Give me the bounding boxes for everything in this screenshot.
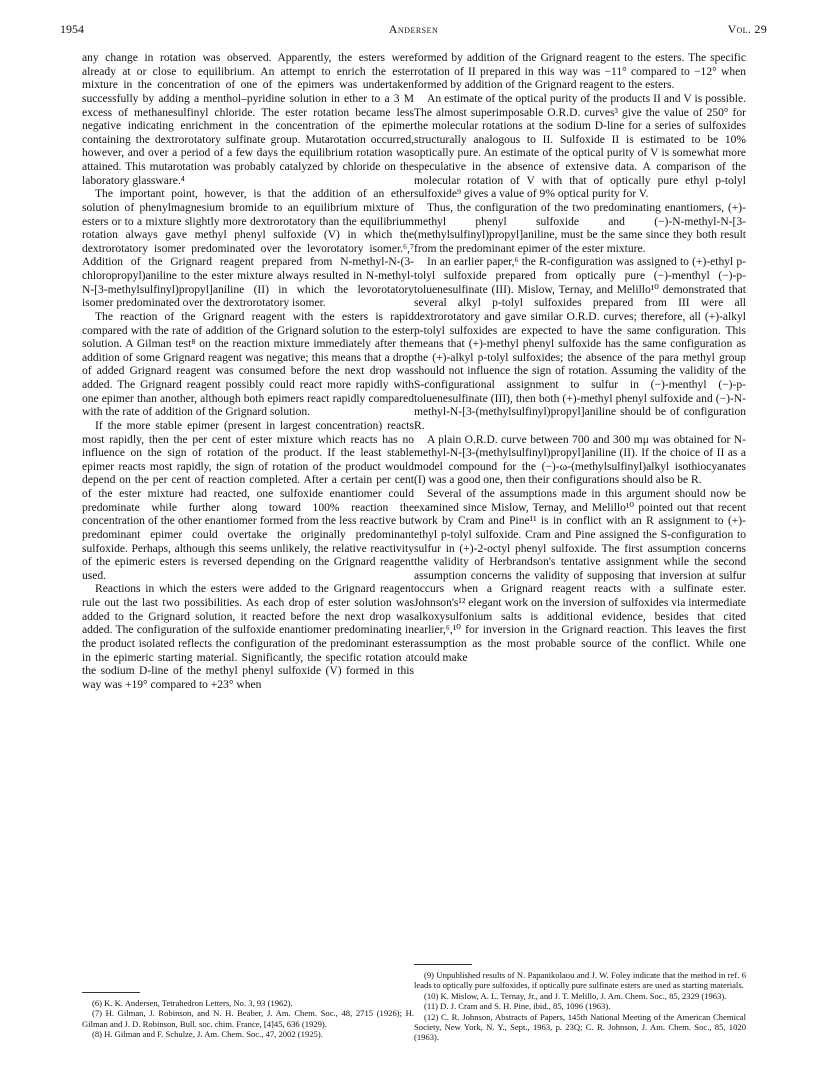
right-column bbox=[414, 52, 746, 665]
footnote: (8) H. Gilman and F. Schulze, J. Am. Chem. Soc., 47, 2002 (1925). bbox=[92, 1029, 323, 1040]
left-column bbox=[82, 52, 414, 692]
footnotes-left bbox=[82, 992, 414, 1040]
paragraph: Reactions in which the esters were added to the Grignard reagent rule out the last two possibilities. As each drop of ester solution was added to the Grignard solution, it reacted before the next drop was added. The configuration of the sulfoxide enantiomer predominating in the product isolated reflects the configuration of the predominant ester in the epimeric starting material. Significantly, the specific rotation at the sodium D-line of the methyl phenyl sulfoxide (V) formed in this way was +19° compared to +23° when bbox=[82, 583, 414, 691]
footnote: (6) K. K. Andersen, Tetrahedron Letters, No. 3, 93 (1962). bbox=[92, 998, 293, 1008]
volume-label: Vol. 29 bbox=[727, 22, 767, 36]
paragraph: The important point, however, is that the addition of an ether solution of phenylmagnesium bromide to an equilibrium mixture of esters or to a mixture slightly more dextrorotatory than the equilibrium rotation always gave methyl phenyl sulfoxide (V) in which the dextrorotatory isomer predominated over the levorotatory isomer.⁶,⁷ Addition of the Grignard reagent prepared from N-methyl-N-(3-chloropropyl)aniline to the ester mixture always resulted in N-methyl-N-[3-methylsulfinyl)propyl]aniline (II) in which the levorotatory isomer predominated over the dextrorotatory isomer. bbox=[82, 188, 414, 310]
paragraph: A plain O.R.D. curve between 700 and 300 mμ was obtained for N-methyl-N-[3-(methylsulfinyl)propyl]aniline (II). If the choice of II as a model compound for the (−)-ω-(methylsulfinyl)alkyl isothiocyanates (I) was a good one, then their configurations should also be R. bbox=[414, 433, 746, 487]
footnote: (9) Unpublished results of N. Papanikolaou and J. W. Foley indicate that the method in ref. 6 leads to optically pure sulfoxides, if optically pure sulfinate esters are used as starting materials. bbox=[414, 970, 746, 991]
paragraph: Thus, the configuration of the two predominating enantiomers, (+)-methyl phenyl sulfoxide and (−)-N-methyl-N-[3-(methylsulfinyl)propyl]aniline, must be the same since they both result from the predominant epimer of the ester mixture. bbox=[414, 201, 746, 255]
footnote-rule bbox=[414, 964, 472, 965]
paragraph: The reaction of the Grignard reagent with the esters is rapid compared with the rate of addition of the Grignard solution to the ester solution. A Gilman test⁸ on the reaction mixture immediately after the addition of some Grignard reagent was negative; this means that a drop of added Grignard reagent was consumed before the next drop was added. The Grignard reagent possibly could react more rapidly with one epimer than another, although both epimers react rapidly compared with the rate of addition of the Grignard solution. bbox=[82, 310, 414, 419]
paragraph: any change in rotation was observed. Apparently, the esters were already at or close to equilibrium. An attempt to enrich the ester mixture in the concentration of one of the epimers was undertaken successfully by adding a menthol–pyridine solution in ether to a 3 M excess of methanesulfinyl chloride. The ester rotation became less negative indicating enrichment in the concentration of the epimer containing the dextrorotatory sulfinate group. Mutarotation occurred, however, and over a period of a few days the equilibrium rotation was attained. This mutarotation was probably catalyzed by chloride on the laboratory glassware.⁴ bbox=[82, 52, 414, 187]
footnote: (7) H. Gilman, J. Robinson, and N. H. Beaber, J. Am. Chem. Soc., 48, 2715 (1926); H. Gilman and J. D. Robinson, Bull. soc. chim. France, [4]45, 636 (1929). bbox=[82, 1008, 414, 1029]
footnote: (10) K. Mislow, A. L. Ternay, Jr., and J. T. Melillo, J. Am. Chem. Soc., 85, 2329 (1963). bbox=[424, 990, 727, 1001]
paragraph: An estimate of the optical purity of the products II and V is possible. The almost superimposable O.R.D. curves³ give the value of 250° for the molecular rotations at the sodium D-line for a series of sulfoxides structurally analogous to II. Sulfoxide II is estimated to be 10% optically pure. An estimate of the optical purity of V is somewhat more speculative in the absence of extensive data. A comparison of the molecular rotation of V with that of optically pure ethyl p-tolyl sulfoxide⁹ gives a value of 9% optical purity for V. bbox=[414, 92, 746, 201]
paragraph: formed by addition of the Grignard reagent to the esters. The specific rotation of II prepared in this way was −11° compared to −12° when formed by addition of the Grignard reagent to the esters. bbox=[414, 52, 746, 92]
footnote: (11) D. J. Cram and S. H. Pine, ibid., 85, 1096 (1963). bbox=[424, 1001, 611, 1012]
paragraph: If the more stable epimer (present in largest concentration) reacts most rapidly, then the per cent of ester mixture which reacts has no influence on the sign of rotation of the product. If the least stable epimer reacts most rapidly, the sign of rotation of the product would depend on the per cent of reaction completed. After a certain per cent of the ester mixture had reacted, one sulfoxide enantiomer could predominate while further along toward 100% reaction the concentration of the other enantiomer formed from the less reactive but predominant epimer could overtake the originally predominant sulfoxide. Perhaps, although this seems unlikely, the relative reactivity of the epimeric esters is reversed depending on the Grignard reagent used. bbox=[82, 419, 414, 582]
paragraph: In an earlier paper,⁶ the R-configuration was assigned to (+)-ethyl p-tolyl sulfoxide prepared from optically pure (−)-menthyl (−)-p-toluenesulfinate (III). Mislow, Ternay, and Melillo¹⁰ demonstrated that several alkyl p-tolyl sulfoxides prepared from III were all dextrorotatory and gave similar O.R.D. curves; therefore, all (+)-alkyl p-tolyl sulfoxides are expected to have the same configuration. This means that (+)-methyl phenyl sulfoxide has the same configuration as the (+)-alkyl p-tolyl sulfoxides; the absence of the para methyl group should not influence the sign of rotation. Assuming the validity of the S-configurational assignment to sulfur in (−)-menthyl (−)-p-toluenesulfinate (III), then both (+)-methyl phenyl sulfoxide and (−)-N-methyl-N-[3-(methylsulfinyl)propyl]aniline should be of configuration R. bbox=[414, 256, 746, 432]
footnote-rule bbox=[82, 992, 140, 993]
running-head-author: Andersen bbox=[388, 22, 439, 36]
page-number: 1954 bbox=[60, 22, 84, 36]
page-header bbox=[60, 22, 767, 40]
paragraph: Several of the assumptions made in this argument should now be examined since Mislow, Ternay, and Melillo¹⁰ pointed out that recent work by Cram and Pine¹¹ is in conflict with an R assignment to (+)-ethyl p-tolyl sulfoxide. Cram and Pine assigned the S-configuration to sulfur in (+)-2-octyl phenyl sulfoxide. The first assumption concerns the validity of Herbrandson's tentative assignment while the second assumption concerns the validity of supposing that inversion at sulfur occurs when a Grignard reagent reacts with a sulfinate ester. Johnson's¹² elegant work on the inversion of sulfoxides via intermediate alkoxysulfonium salts is additional evidence, besides that cited earlier,⁶,¹⁰ for inversion in the Grignard reaction. This leaves the first assumption as the most probable source of the conflict. While one could make bbox=[414, 488, 746, 664]
footnotes-right bbox=[414, 964, 746, 1043]
footnote: (12) C. R. Johnson, Abstracts of Papers, 145th National Meeting of the American Chemical Society, New York, N. Y., Sept., 1963, p. 23Q; C. R. Johnson, J. Am. Chem. Soc., 85, 1020 (1963). bbox=[414, 1011, 746, 1043]
